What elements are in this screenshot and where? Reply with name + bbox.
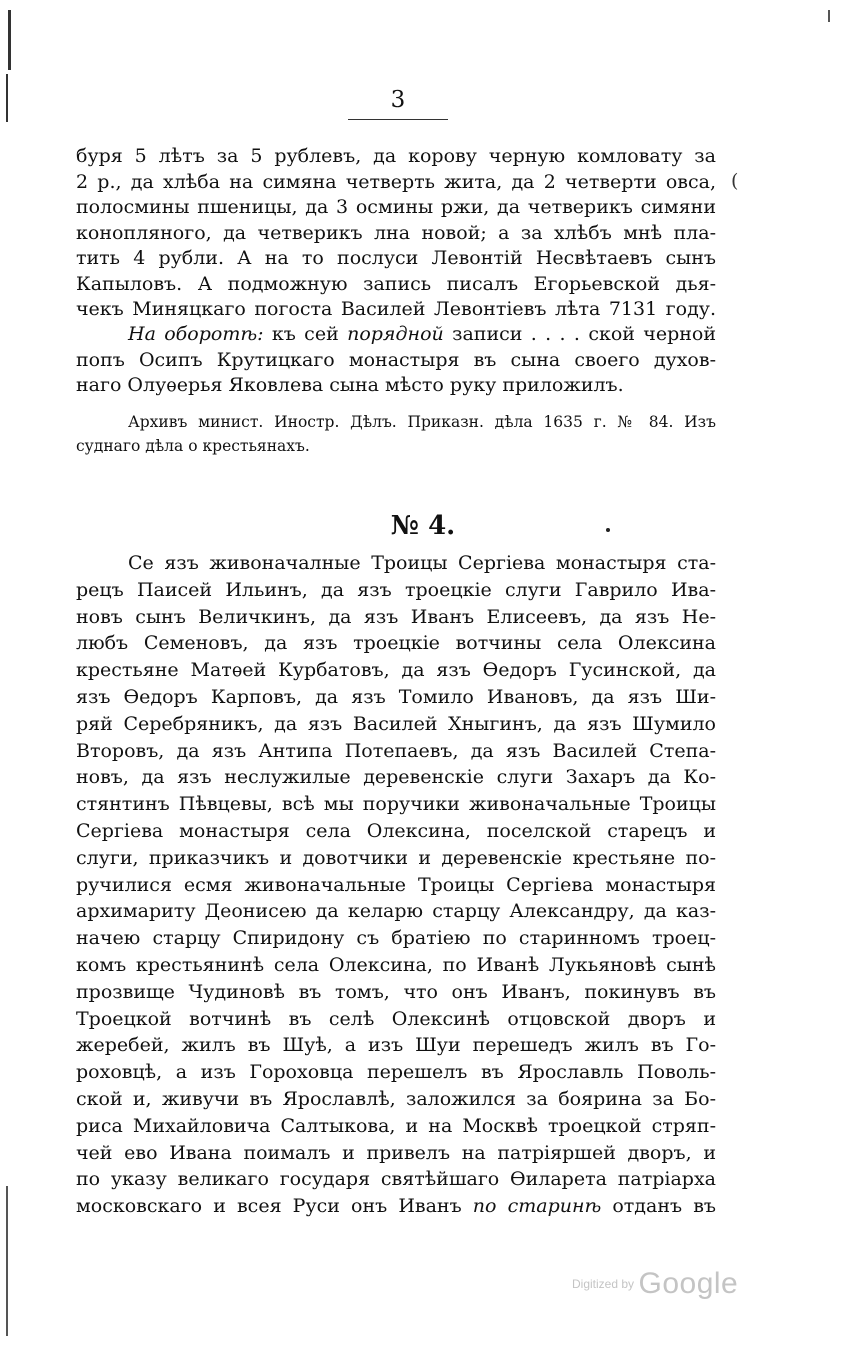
italic-fragment: порядной xyxy=(347,323,444,345)
text-line: рецъ Паисей Ильинъ, да язъ троецкiе слуги Гаврило Ива- xyxy=(76,578,716,601)
text-line: тить 4 рубли. А на то послуси Левонтiй Несвѣтаевъ сынъ xyxy=(76,247,716,269)
text-line: начею старцу Спиридону съ братiею по старинномъ троец- xyxy=(76,927,716,950)
text-line: чей ево Ивана поималъ и привелъ на патрiяршей дворъ, и xyxy=(76,1141,716,1164)
page-number: 3 xyxy=(390,87,406,113)
text-line: роховцѣ, а изъ Гороховца перешелъ въ Ярославль Поволь- xyxy=(76,1061,716,1084)
text-line: ручилися есмя живоначальные Троицы Сергiева монастыря xyxy=(76,873,716,896)
source-line: суднаго дѣла о крестьянахъ. xyxy=(76,437,310,455)
source-line: Архивъ минист. Иностр. Дѣлъ. Приказн. дѣла 1635 г. № 84. Изъ xyxy=(128,413,716,431)
page-number-rule xyxy=(348,119,448,120)
text-fragment: отданъ въ xyxy=(612,1195,716,1218)
text-line: риса Михайловича Салтыкова, и на Москвѣ троецкой стряп- xyxy=(76,1114,716,1137)
text-line: по указу великаго государя святѣйшаго Ѳиларета патрiарха xyxy=(76,1168,716,1191)
text-line: комъ крестьянинѣ села Олексина, по Иванѣ Лукьяновѣ сынѣ xyxy=(76,954,716,976)
text-line: слуги, приказчикъ и довотчики и деревенскiе крестьяне по- xyxy=(76,846,716,869)
document-heading: № 4. xyxy=(390,511,456,541)
watermark-small-text: Digitized by xyxy=(572,1277,635,1291)
text-fragment: къ сей xyxy=(271,323,339,345)
scan-margin-mark xyxy=(6,10,12,120)
text-line: ряй Серебряникъ, да язъ Василей Хныгинъ, да язъ Шумило xyxy=(76,712,716,735)
text-line: 2 р., да хлѣба на симяна четверть жита, да 2 четверти овса, xyxy=(76,170,716,193)
text-line: Се язъ живоначалные Троицы Сергiева монастыря ста- xyxy=(128,552,716,574)
scan-margin-mark-lower xyxy=(6,1186,8,1336)
scan-margin-mark-top-right xyxy=(828,10,830,22)
text-line: конопляного, да четверикъ лна новой; а за хлѣбъ мнѣ пла- xyxy=(76,221,716,244)
text-line: стянтинъ Пѣвцевы, всѣ мы поручики живоначальные Троицы xyxy=(76,793,716,816)
verso-label: На оборотѣ: xyxy=(128,323,264,345)
text-line: язъ Ѳедоръ Карповъ, да язъ Томило Ивановъ, да язъ Ши- xyxy=(76,686,716,708)
text-fragment: московскаго и всея Руси онъ Иванъ xyxy=(76,1195,462,1218)
text-line: Троецкой вотчинѣ въ селѣ Олексинѣ отцовской дворъ и xyxy=(76,1007,716,1030)
text-line: новъ сынъ Величкинъ, да язъ Иванъ Елисеевъ, да язъ Не- xyxy=(76,605,716,628)
text-line: попъ Осипъ Крутицкаго монастыря въ сына своего духов- xyxy=(76,348,716,371)
text-line: новъ, да язъ неслужилые деревенскiе слуги Захаръ да Ко- xyxy=(76,766,716,789)
text-line: Капыловъ. А подможную запись писалъ Егорьевской дья- xyxy=(76,272,716,295)
google-logo: Google xyxy=(638,1267,739,1300)
text-line: буря 5 лѣтъ за 5 рублевъ, да корову черную комловату за xyxy=(76,145,716,167)
text-line: Второвъ, да язъ Антипа Потепаевъ, да язъ Василей Степа- xyxy=(76,739,716,762)
italic-fragment: по старинѣ xyxy=(472,1195,602,1218)
text-line: чекъ Миняцкаго погоста Василей Левонтiевъ лѣта 7131 году. xyxy=(76,298,716,320)
text-line: наго Олуѳерья Яковлева сына мѣсто руку приложилъ. xyxy=(76,374,624,396)
text-line: любъ Семеновъ, да язъ троецкiе вотчины села Олексина xyxy=(76,632,716,655)
text-line xyxy=(76,322,716,347)
text-line: крестьяне Матѳей Курбатовъ, да язъ Ѳедоръ Гусинской, да xyxy=(76,659,716,682)
text-line: жеребей, жилъ въ Шуѣ, а изъ Шуи перешедъ жилъ въ Го- xyxy=(76,1034,716,1057)
text-line: ской и, живучи въ Ярославлѣ, заложился за боярина за Бо- xyxy=(76,1088,716,1110)
text-line: полосмины пшеницы, да 3 осмины ржи, да четверикъ симяни xyxy=(76,196,716,218)
text-line: Сергiева монастыря села Олексина, поселской старецъ и xyxy=(76,820,716,842)
digitized-by-google-watermark xyxy=(572,1267,738,1301)
text-fragment: записи . . . . ской черной xyxy=(452,323,717,345)
text-line: прозвище Чудиновѣ въ томъ, что онъ Иванъ, покинувъ въ xyxy=(76,980,716,1003)
text-line xyxy=(76,1194,716,1219)
text-line: архимариту Деонисею да келарю старцу Александру, да каз- xyxy=(76,900,716,923)
margin-paren: ( xyxy=(731,170,739,192)
